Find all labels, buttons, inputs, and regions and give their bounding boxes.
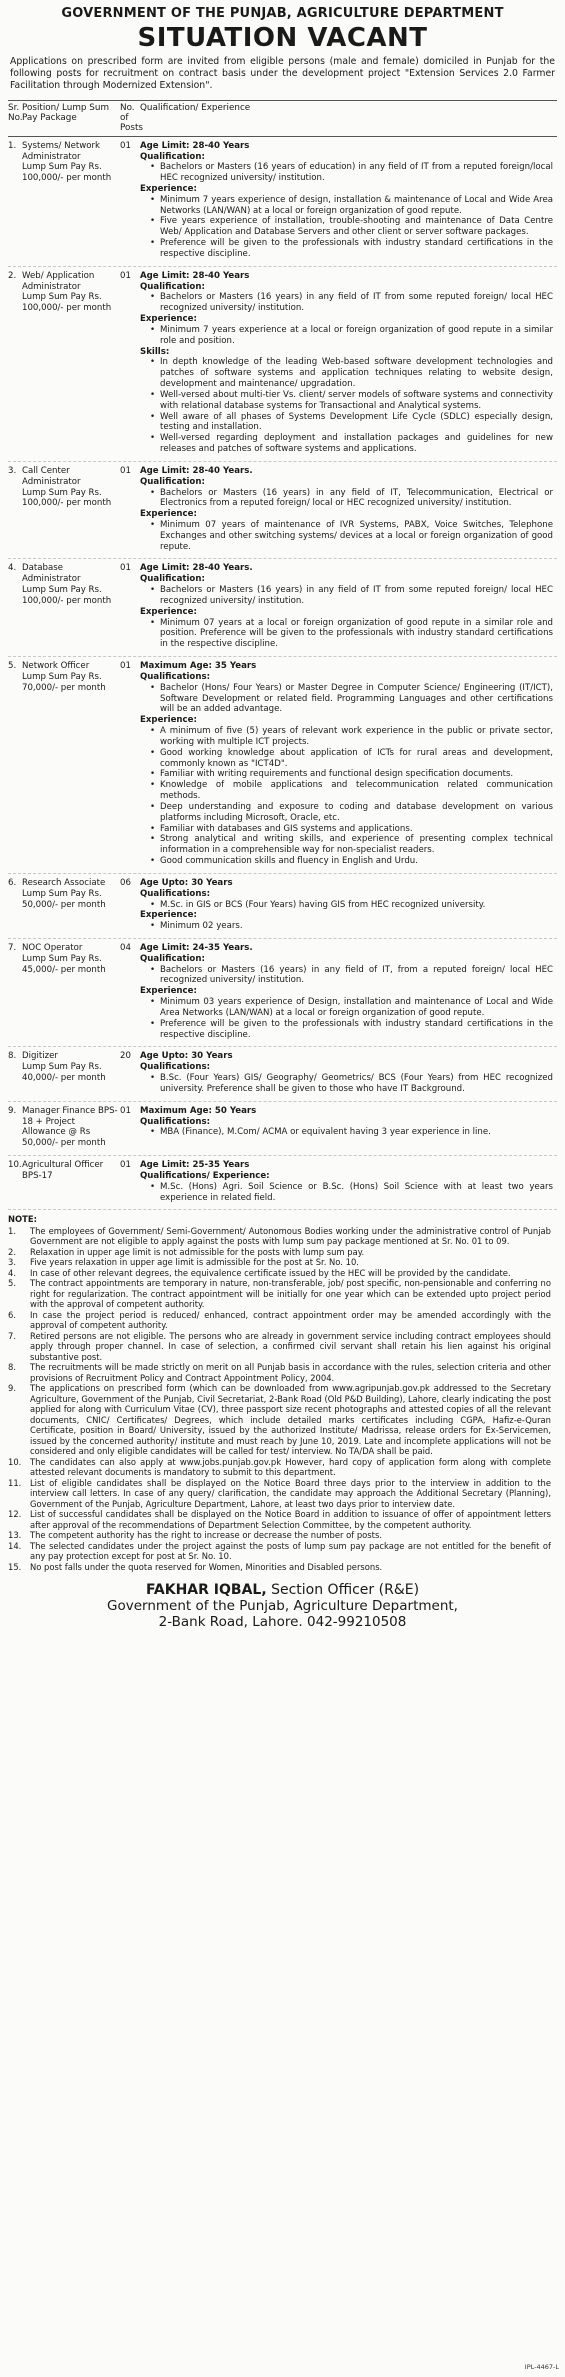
post-pay: Lump Sum Pay Rs. 100,000/- per month	[22, 585, 112, 606]
post-name: NOC Operator	[22, 942, 83, 953]
section-title: Qualification:	[140, 281, 205, 292]
table-row	[8, 137, 557, 267]
note-text: No post falls under the quota reserved for Women, Minorities and Disabled persons.	[30, 1561, 383, 1572]
post-qualification	[140, 661, 557, 867]
bullet-list	[140, 921, 557, 932]
note-number: 5.	[8, 1278, 16, 1289]
note-text: In case of other relevant degrees, the equivalence certificate issued by the HEC will be provided by the candidate.	[30, 1267, 511, 1278]
table-row	[8, 939, 557, 1047]
post-count: 04	[120, 942, 131, 953]
note-item	[8, 1226, 557, 1247]
note-text: Retired persons are not eligible. The persons who are already in government service including contract employees should apply through proper channel. In case of selection, a confirmed civil servant shall retain his lien against his original substantive post.	[30, 1330, 551, 1362]
note-number: 3.	[8, 1257, 16, 1268]
post-name: Web/ Application Administrator	[22, 270, 95, 292]
list-item: • Preference will be given to the professionals with industry standard certifications in the respective discipline.	[160, 1019, 557, 1041]
section-title: Experience:	[140, 986, 197, 997]
signatory-name: FAKHAR IQBAL,	[145, 1582, 267, 1599]
section-title: Qualifications:	[140, 888, 211, 899]
list-item: • A minimum of five (5) years of relevant work experience in the public or private sector, working with multiple ICT projects.	[160, 726, 557, 748]
post-position	[22, 141, 120, 260]
section-title: Qualifications/ Experience:	[140, 1170, 270, 1181]
list-item: • Knowledge of mobile applications and telecommunication related communication methods.	[160, 780, 557, 802]
header-count: No. of Posts	[120, 102, 143, 133]
list-item: • Bachelors or Masters (16 years) in any field of IT from some reputed foreign/ local HEC recognized university/ institution.	[160, 585, 557, 607]
note-number: 13.	[8, 1530, 22, 1541]
post-number: 6.	[8, 877, 17, 888]
post-position	[22, 943, 120, 1040]
note-item	[8, 1278, 557, 1310]
table-row	[8, 1156, 557, 1210]
note-item	[8, 1478, 557, 1510]
note-number: 6.	[8, 1309, 16, 1320]
post-qualification	[140, 563, 557, 650]
note-item	[8, 1257, 557, 1268]
age-limit: Age Upto: 30 Years	[140, 877, 233, 888]
post-qualification	[140, 271, 557, 455]
note-number: 12.	[8, 1509, 22, 1520]
posts-table	[8, 137, 557, 1211]
list-item: • B.Sc. (Four Years) GIS/ Geography/ Geometrics/ BCS (Four Years) from HEC recognized university. Preference shall be given to those who have IT Background.	[160, 1073, 557, 1095]
note-item	[8, 1310, 557, 1331]
list-item: • Bachelors or Masters (16 years) in any field of IT, Telecommunication, Electrical or Electronics from a reputed foreign/ local or HEC recognized university/ institution.	[160, 488, 557, 510]
note-number: 14.	[8, 1540, 22, 1551]
list-item: • Good working knowledge about application of ICTs for rural areas and development, commonly known as "ICT4D".	[160, 748, 557, 770]
age-limit: Age Limit: 28-40 Years.	[140, 465, 253, 476]
table-row	[8, 462, 557, 560]
post-count: 01	[120, 465, 131, 476]
list-item: • Well-versed regarding deployment and installation packages and guidelines for new releases and patches of software systems and applications.	[160, 433, 557, 455]
list-item: • MBA (Finance), M.Com/ ACMA or equivalent having 3 year experience in line.	[160, 1127, 557, 1138]
list-item: • Well aware of all phases of Systems Development Life Cycle (SDLC) especially design, testing and installation.	[160, 412, 557, 434]
list-item: • Familiar with writing requirements and functional design specification documents.	[160, 769, 557, 780]
signature-address: 2-Bank Road, Lahore. 042-99210508	[158, 1614, 407, 1631]
note-item	[8, 1562, 557, 1573]
post-position	[22, 271, 120, 455]
post-count: 01	[120, 1160, 131, 1171]
post-name: Research Associate	[22, 877, 106, 888]
section-title: Qualification:	[140, 476, 205, 487]
note-text: The employees of Government/ Semi-Government/ Autonomous Bodies working under the administrative control of Punjab Government are not eligible to apply against the posts with lump sum pay package mentioned at Sr. No. 01 to 09.	[30, 1225, 551, 1247]
post-count: 01	[120, 1105, 131, 1116]
note-item	[8, 1530, 557, 1541]
signature-department: Government of the Punjab, Agriculture Department,	[107, 1598, 458, 1615]
note-number: 4.	[8, 1267, 16, 1278]
post-number: 1.	[8, 140, 17, 151]
bullet-list	[140, 488, 557, 510]
age-limit: Age Upto: 30 Years	[140, 1051, 233, 1062]
post-name: Digitizer	[22, 1051, 58, 1062]
post-qualification	[140, 1106, 557, 1149]
age-limit: Age Limit: 28-40 Years.	[140, 563, 253, 574]
page-title: SITUATION VACANT	[137, 23, 428, 53]
government-heading: GOVERNMENT OF THE PUNJAB, AGRICULTURE DEPARTMENT	[61, 6, 504, 21]
post-count: 01	[120, 661, 131, 672]
table-row	[8, 1047, 557, 1101]
list-item: • Five years experience of installation, trouble-shooting and maintenance of Data Centre Web/ Application and Database Servers and other client or server software packages.	[160, 216, 557, 238]
signature-line	[8, 1582, 557, 1598]
list-item: • Preference will be given to the professionals with industry standard certifications in the respective discipline.	[160, 238, 557, 260]
note-text: The selected candidates under the project against the posts of lump sum pay package are not entitled for the benefit of any pay protection except for post at Sr. No. 10.	[30, 1540, 551, 1562]
notes-section	[8, 1214, 557, 1572]
bullet-list	[140, 195, 557, 260]
bullet-list	[140, 520, 557, 552]
post-number: 9.	[8, 1105, 17, 1116]
post-qualification	[140, 1051, 557, 1094]
bullet-list	[140, 726, 557, 867]
note-text: The contract appointments are temporary in nature, non-transferable, job/ post specific, non-pensionable and conferring no right for regularization. The contract appointment will be initially for one year which can be extended upto project period with the approval of competent authority.	[30, 1278, 551, 1310]
post-name: Agricultural Officer BPS-17	[22, 1160, 104, 1181]
signatory-designation: Section Officer (R&E)	[266, 1582, 420, 1599]
post-count: 01	[120, 270, 131, 281]
note-number: 11.	[8, 1477, 22, 1488]
age-limit: Age Limit: 28-40 Years	[140, 140, 250, 151]
bullet-list	[140, 357, 557, 454]
post-qualification	[140, 1160, 557, 1203]
table-row	[8, 559, 557, 657]
note-item	[8, 1247, 557, 1258]
section-title: Skills:	[140, 346, 170, 357]
note-number: 9.	[8, 1383, 16, 1394]
note-number: 2.	[8, 1246, 16, 1257]
list-item: • Minimum 03 years experience of Design, installation and maintenance of Local and Wide Area Networks (LAN/WAN) at a local or foreign organization of good repute.	[160, 997, 557, 1019]
post-number: 8.	[8, 1051, 17, 1062]
list-item: • Bachelors or Masters (16 years of education) in any field of IT from a reputed foreign/local HEC recognized university/ institution.	[160, 162, 557, 184]
section-title: Qualifications:	[140, 1116, 211, 1127]
post-name: Network Officer	[22, 661, 90, 672]
table-header	[8, 100, 557, 137]
section-title: Qualification:	[140, 574, 205, 585]
signature-block	[8, 1582, 557, 1630]
bullet-list	[140, 325, 557, 347]
note-text: The recruitments will be made strictly on merit on all Punjab basis in accordance with the rules, selection criteria and other provisions of Recruitment Policy and Contract Appointment Policy, 2004.	[30, 1362, 551, 1383]
bullet-list	[140, 965, 557, 987]
post-position	[22, 878, 120, 932]
post-pay: Lump Sum Pay Rs. 50,000/- per month	[22, 888, 106, 910]
list-item: • M.Sc. (Hons) Agri. Soil Science or B.Sc. (Hons) Soil Science with at least two years experience in related field.	[160, 1182, 557, 1204]
age-limit: Maximum Age: 50 Years	[140, 1105, 257, 1116]
age-limit: Maximum Age: 35 Years	[140, 661, 257, 672]
post-qualification	[140, 878, 557, 932]
table-row	[8, 1102, 557, 1156]
age-limit: Age Limit: 24-35 Years.	[140, 942, 253, 953]
post-count: 06	[120, 877, 131, 888]
reference-number: IPL-4467-L	[524, 2363, 559, 2371]
post-pay: Lump Sum Pay Rs. 70,000/- per month	[22, 671, 106, 693]
post-name: Database Administrator	[22, 563, 81, 585]
table-row	[8, 657, 557, 874]
note-text: Relaxation in upper age limit is not admissible for the posts with lump sum pay.	[30, 1246, 365, 1257]
note-text: The applications on prescribed form (which can be downloaded from www.agripunjab.gov.pk addressed to the Secretary Agriculture, Government of the Punjab, Civil Secretariat, 2-Bank Road (Old P&D Building), Lahore, clearly indicating the post applied for along with Curriculum Vitae (CV), three passport size recent photographs and attested copies of all the relevant documents, CNIC/ Certificates/ Degrees, which include detailed marks certificates including CGPA, Hafiz-e-Quran Certificate, position in Board/ University, issued by the authorized Institute/ Madrissa, release orders for Ex-Servicemen, issued by the concerned authority/ institute and must reach by June 10, 2019. Late and incomplete applications will not be considered and only eligible candidates will be called for test/ interview. No TA/DA shall be paid.	[30, 1383, 551, 1457]
note-item	[8, 1457, 557, 1478]
list-item: • Bachelor (Hons/ Four Years) or Master Degree in Computer Science/ Engineering (IT/ICT), Software Development or related field. Programming Languages and other certifications will be an added advantage.	[160, 683, 557, 715]
section-title: Qualification:	[140, 151, 205, 162]
note-text: List of successful candidates shall be displayed on the Notice Board in addition to issuance of offer of appointment letters after approval of the recommendations of Department Selection Committee, by the competent authority.	[30, 1509, 551, 1530]
age-limit: Age Limit: 28-40 Years	[140, 270, 250, 281]
post-name: Call Center Administrator	[22, 465, 81, 487]
bullet-list	[140, 292, 557, 314]
note-item	[8, 1541, 557, 1562]
post-qualification	[140, 466, 557, 553]
post-pay: Lump Sum Pay Rs. 100,000/- per month	[22, 487, 112, 509]
table-row	[8, 267, 557, 462]
list-item: • Deep understanding and exposure to coding and database development on various platforms including Microsoft, Oracle, etc.	[160, 802, 557, 824]
table-row	[8, 874, 557, 939]
note-text: List of eligible candidates shall be displayed on the Notice Board three days prior to the interview in addition to the interview call letters. In case of any query/ clarification, the candidate may approach the Additional Secretary (Planning), Government of the Punjab, Agriculture Department, Lahore, at least two days prior to interview date.	[30, 1477, 551, 1509]
header-qualification: Qualification/ Experience	[140, 102, 251, 113]
note-number: 1.	[8, 1225, 16, 1236]
note-number: 8.	[8, 1362, 16, 1373]
list-item: • Minimum 07 years of maintenance of IVR Systems, PABX, Voice Switches, Telephone Exchanges and other switching systems/ devices at a local or foreign organization of good repute.	[160, 520, 557, 552]
post-pay: Lump Sum Pay Rs. 100,000/- per month	[22, 162, 112, 184]
list-item: • Minimum 7 years experience of design, installation & maintenance of Local and Wide Area Networks (LAN/WAN) at a local or foreign organization of good repute.	[160, 195, 557, 217]
section-title: Qualifications:	[140, 671, 211, 682]
age-limit: Age Limit: 25-35 Years	[140, 1160, 250, 1171]
post-pay: Lump Sum Pay Rs. 40,000/- per month	[22, 1062, 106, 1084]
post-number: 4.	[8, 563, 17, 574]
section-title: Experience:	[140, 509, 197, 520]
list-item: • Well-versed about multi-tier Vs. client/ server models of software systems and connectivity with relational database systems for Transactional and Analytical systems.	[160, 390, 557, 412]
list-item: • Minimum 07 years at a local or foreign organization of good repute in a similar role and position. Preference will be given to the professionals with industry standard certifications in the respective discipline.	[160, 618, 557, 650]
header-sr: Sr. No.	[8, 102, 23, 123]
post-pay: Lump Sum Pay Rs. 45,000/- per month	[22, 953, 106, 975]
note-item	[8, 1268, 557, 1279]
post-number: 7.	[8, 942, 17, 953]
post-number: 3.	[8, 465, 17, 476]
bullet-list	[140, 618, 557, 650]
list-item: • Bachelors or Masters (16 years) in any field of IT from some reputed foreign/ local HEC recognized university/ institution.	[160, 292, 557, 314]
note-item	[8, 1362, 557, 1383]
bullet-list	[140, 162, 557, 184]
post-count: 20	[120, 1051, 131, 1062]
intro-paragraph: Applications on prescribed form are invited from eligible persons (male and female) domiciled in Punjab for the following posts for recruitment on contract basis under the development project "Extension Services 2.0 Farmer Facilitation through Modernized Extension".	[10, 56, 555, 91]
note-text: Five years relaxation in upper age limit is admissible for the post at Sr. No. 10.	[30, 1257, 359, 1268]
post-position	[22, 1051, 120, 1094]
list-item: • Familiar with databases and GIS systems and applications.	[160, 824, 557, 835]
post-count: 01	[120, 140, 131, 151]
section-title: Experience:	[140, 715, 197, 726]
note-number: 7.	[8, 1330, 16, 1341]
post-number: 10.	[8, 1160, 22, 1171]
note-number: 10.	[8, 1456, 22, 1467]
list-item: • M.Sc. in GIS or BCS (Four Years) having GIS from HEC recognized university.	[160, 900, 557, 911]
list-item: • Minimum 7 years experience at a local or foreign organization of good repute in a similar role and position.	[160, 325, 557, 347]
post-name: Manager Finance BPS-18 + Project Allowance @ Rs 50,000/- per month	[22, 1105, 118, 1149]
post-count: 01	[120, 563, 131, 574]
notes-heading: NOTE:	[8, 1214, 37, 1225]
note-item	[8, 1331, 557, 1363]
bullet-list	[140, 1182, 557, 1204]
post-qualification	[140, 141, 557, 260]
bullet-list	[140, 585, 557, 607]
post-number: 2.	[8, 270, 17, 281]
post-position	[22, 661, 120, 867]
post-position	[22, 1160, 120, 1203]
bullet-list	[140, 1073, 557, 1095]
section-title: Experience:	[140, 910, 197, 921]
post-position	[22, 563, 120, 650]
bullet-list	[140, 900, 557, 911]
post-position	[22, 1106, 120, 1149]
note-number: 15.	[8, 1561, 22, 1572]
section-title: Qualifications:	[140, 1062, 211, 1073]
section-title: Qualification:	[140, 953, 205, 964]
section-title: Experience:	[140, 314, 197, 325]
list-item: • Good communication skills and fluency in English and Urdu.	[160, 856, 557, 867]
bullet-list	[140, 997, 557, 1040]
list-item: • In depth knowledge of the leading Web-based software development technologies and patches of software systems and application techniques relating to website design, development and maintenance/ upgradation.	[160, 357, 557, 389]
bullet-list	[140, 1127, 557, 1138]
bullet-list	[140, 683, 557, 715]
note-item	[8, 1383, 557, 1457]
note-item	[8, 1509, 557, 1530]
section-title: Experience:	[140, 606, 197, 617]
notes-list	[8, 1226, 557, 1573]
header-position: Position/ Lump Sum Pay Package	[22, 102, 110, 123]
post-number: 5.	[8, 661, 17, 672]
post-pay: Lump Sum Pay Rs. 100,000/- per month	[22, 292, 112, 314]
post-position	[22, 466, 120, 553]
post-name: Systems/ Network Administrator	[22, 140, 101, 162]
note-text: In case the project period is reduced/ enhanced, contract appointment order may be amended accordingly with the approval of competent authority.	[30, 1309, 551, 1331]
list-item: • Minimum 02 years.	[160, 921, 557, 932]
list-item: • Bachelors or Masters (16 years) in any field of IT, from a reputed foreign/ local HEC recognized university/ institution.	[160, 965, 557, 987]
note-text: The candidates can also apply at www.jobs.punjab.gov.pk However, hard copy of application form along with complete attested relevant documents is mandatory to submit to this department.	[30, 1456, 551, 1478]
post-qualification	[140, 943, 557, 1040]
list-item: • Strong analytical and writing skills, and experience of presenting complex technical information in a comprehensible way for non-specialist readers.	[160, 834, 557, 856]
section-title: Experience:	[140, 183, 197, 194]
note-text: The competent authority has the right to increase or decrease the number of posts.	[30, 1530, 382, 1541]
